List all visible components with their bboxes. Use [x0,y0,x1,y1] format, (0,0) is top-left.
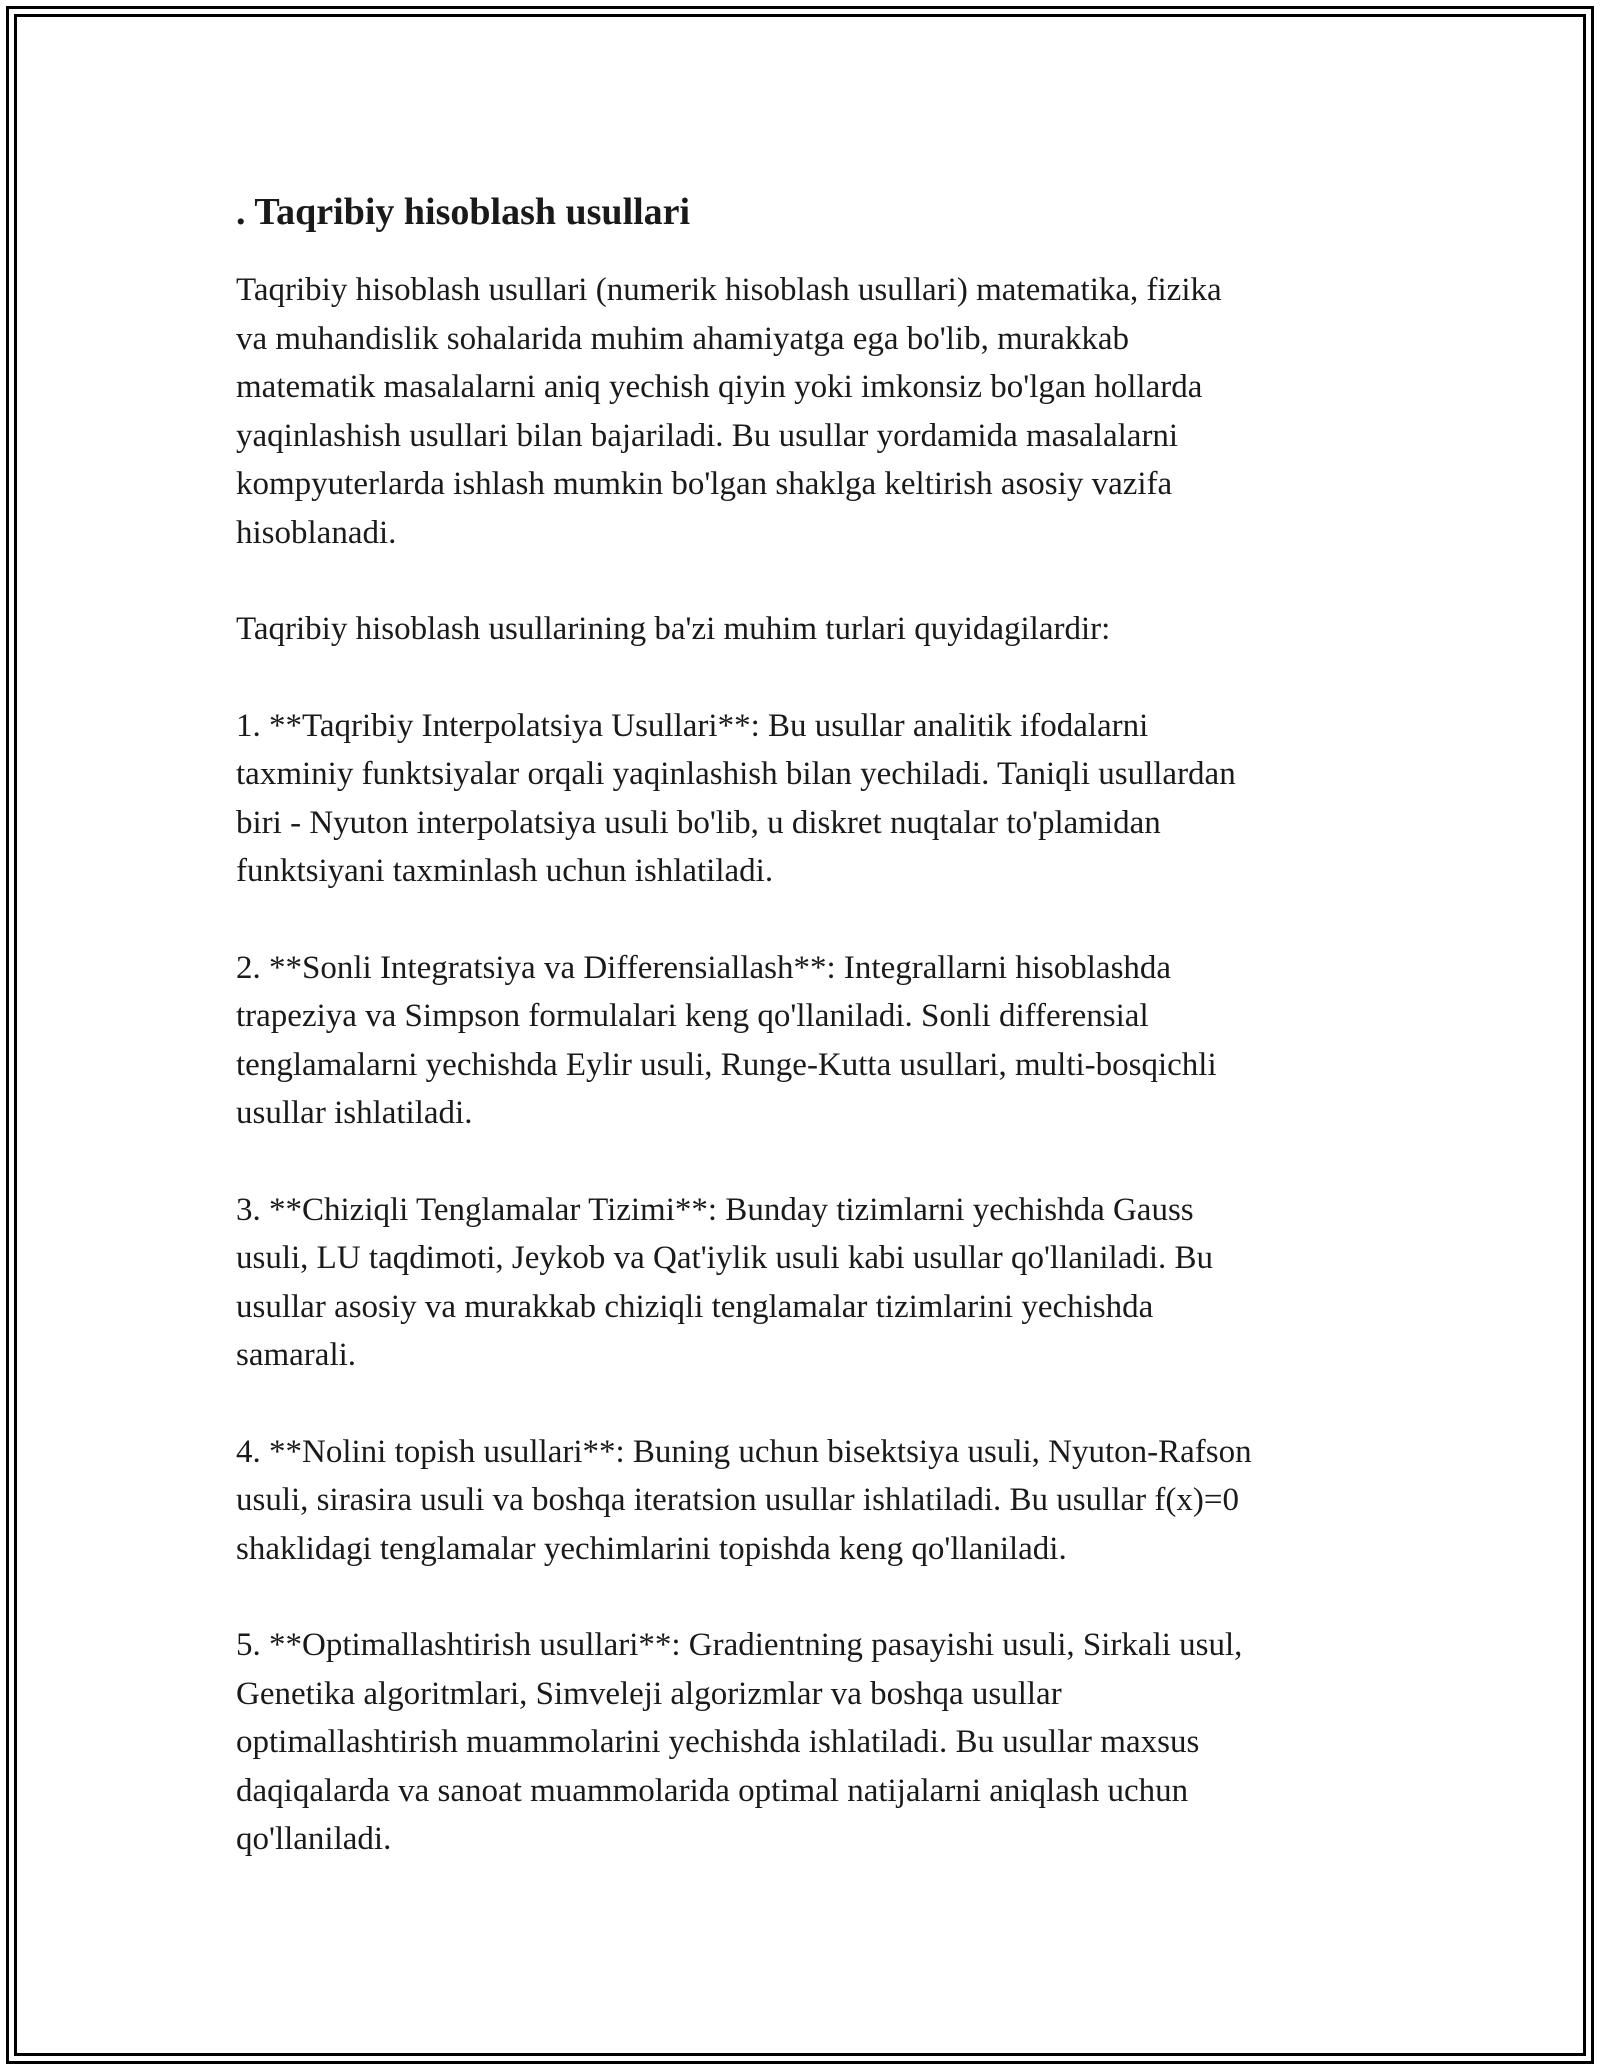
list-intro-paragraph: Taqribiy hisoblash usullarining ba'zi muhim turlari quyidagilardir: [236,611,1111,647]
document-title: . Taqribiy hisoblash usullari [236,191,691,233]
list-item-linear-systems: 3. **Chiziqli Tenglamalar Tizimi**: Bunday tizimlarni yechishda Gauss usuli, LU taqdimoti, Jeykob va Qat'iylik usuli kabi usullar qo'llaniladi. Bu usullar asosiy va murakkab chiziqli tenglamalar tizimlarini yechishda samarali. [236,1191,1214,1373]
intro-paragraph: Taqribiy hisoblash usullari (numerik hisoblash usullari) matematika, fizika va muhandislik sohalarida muhim ahamiyatga ega bo'lib, murakkab matematik masalalarni aniq yechish qiyin yoki imkonsiz bo'lgan hollarda yaqinlashish usullari bilan bajariladi. Bu usullar yordamida masalalarni kompyuterlarda ishlash mumkin bo'lgan shaklga keltirish asosiy vazifa hisoblanadi. [236,272,1222,551]
list-item-integration: 2. **Sonli Integratsiya va Differensiallash**: Integrallarni hisoblashda trapeziya va Simpson formulalari keng qo'llaniladi. Sonli differensial tenglamalarni yechishda Eylir usuli, Runge-Kutta usullari, multi-bosqichli usullar ishlatiladi. [236,949,1217,1131]
document-body [236,184,1396,1864]
list-item-interpolation: 1. **Taqribiy Interpolatsiya Usullari**: Bu usullar analitik ifodalarni taxminiy funktsiyalar orqali yaqinlashish bilan yechiladi. Taniqli usullardan biri - Nyuton interpolatsiya usuli bo'lib, u diskret nuqtalar to'plamidan funktsiyani taxminlash uchun ishlatiladi. [236,707,1236,889]
list-item-optimization: 5. **Optimallashtirish usullari**: Gradientning pasayishi usuli, Sirkali usul, Genetika algoritmlari, Simveleji algorizmlar va boshqa usullar optimallashtirish muammolarini yechishda ishlatiladi. Bu usullar maxsus daqiqalarda va sanoat muammolarida optimal natijalarni aniqlash uchun qo'llaniladi. [236,1627,1243,1857]
list-item-root-finding: 4. **Nolini topish usullari**: Buning uchun bisektsiya usuli, Nyuton-Rafson usuli, sirasira usuli va boshqa iteratsion usullar ishlatiladi. Bu usullar f(x)=0 shaklidagi tenglamalar yechimlarini topishda keng qo'llaniladi. [236,1433,1252,1567]
